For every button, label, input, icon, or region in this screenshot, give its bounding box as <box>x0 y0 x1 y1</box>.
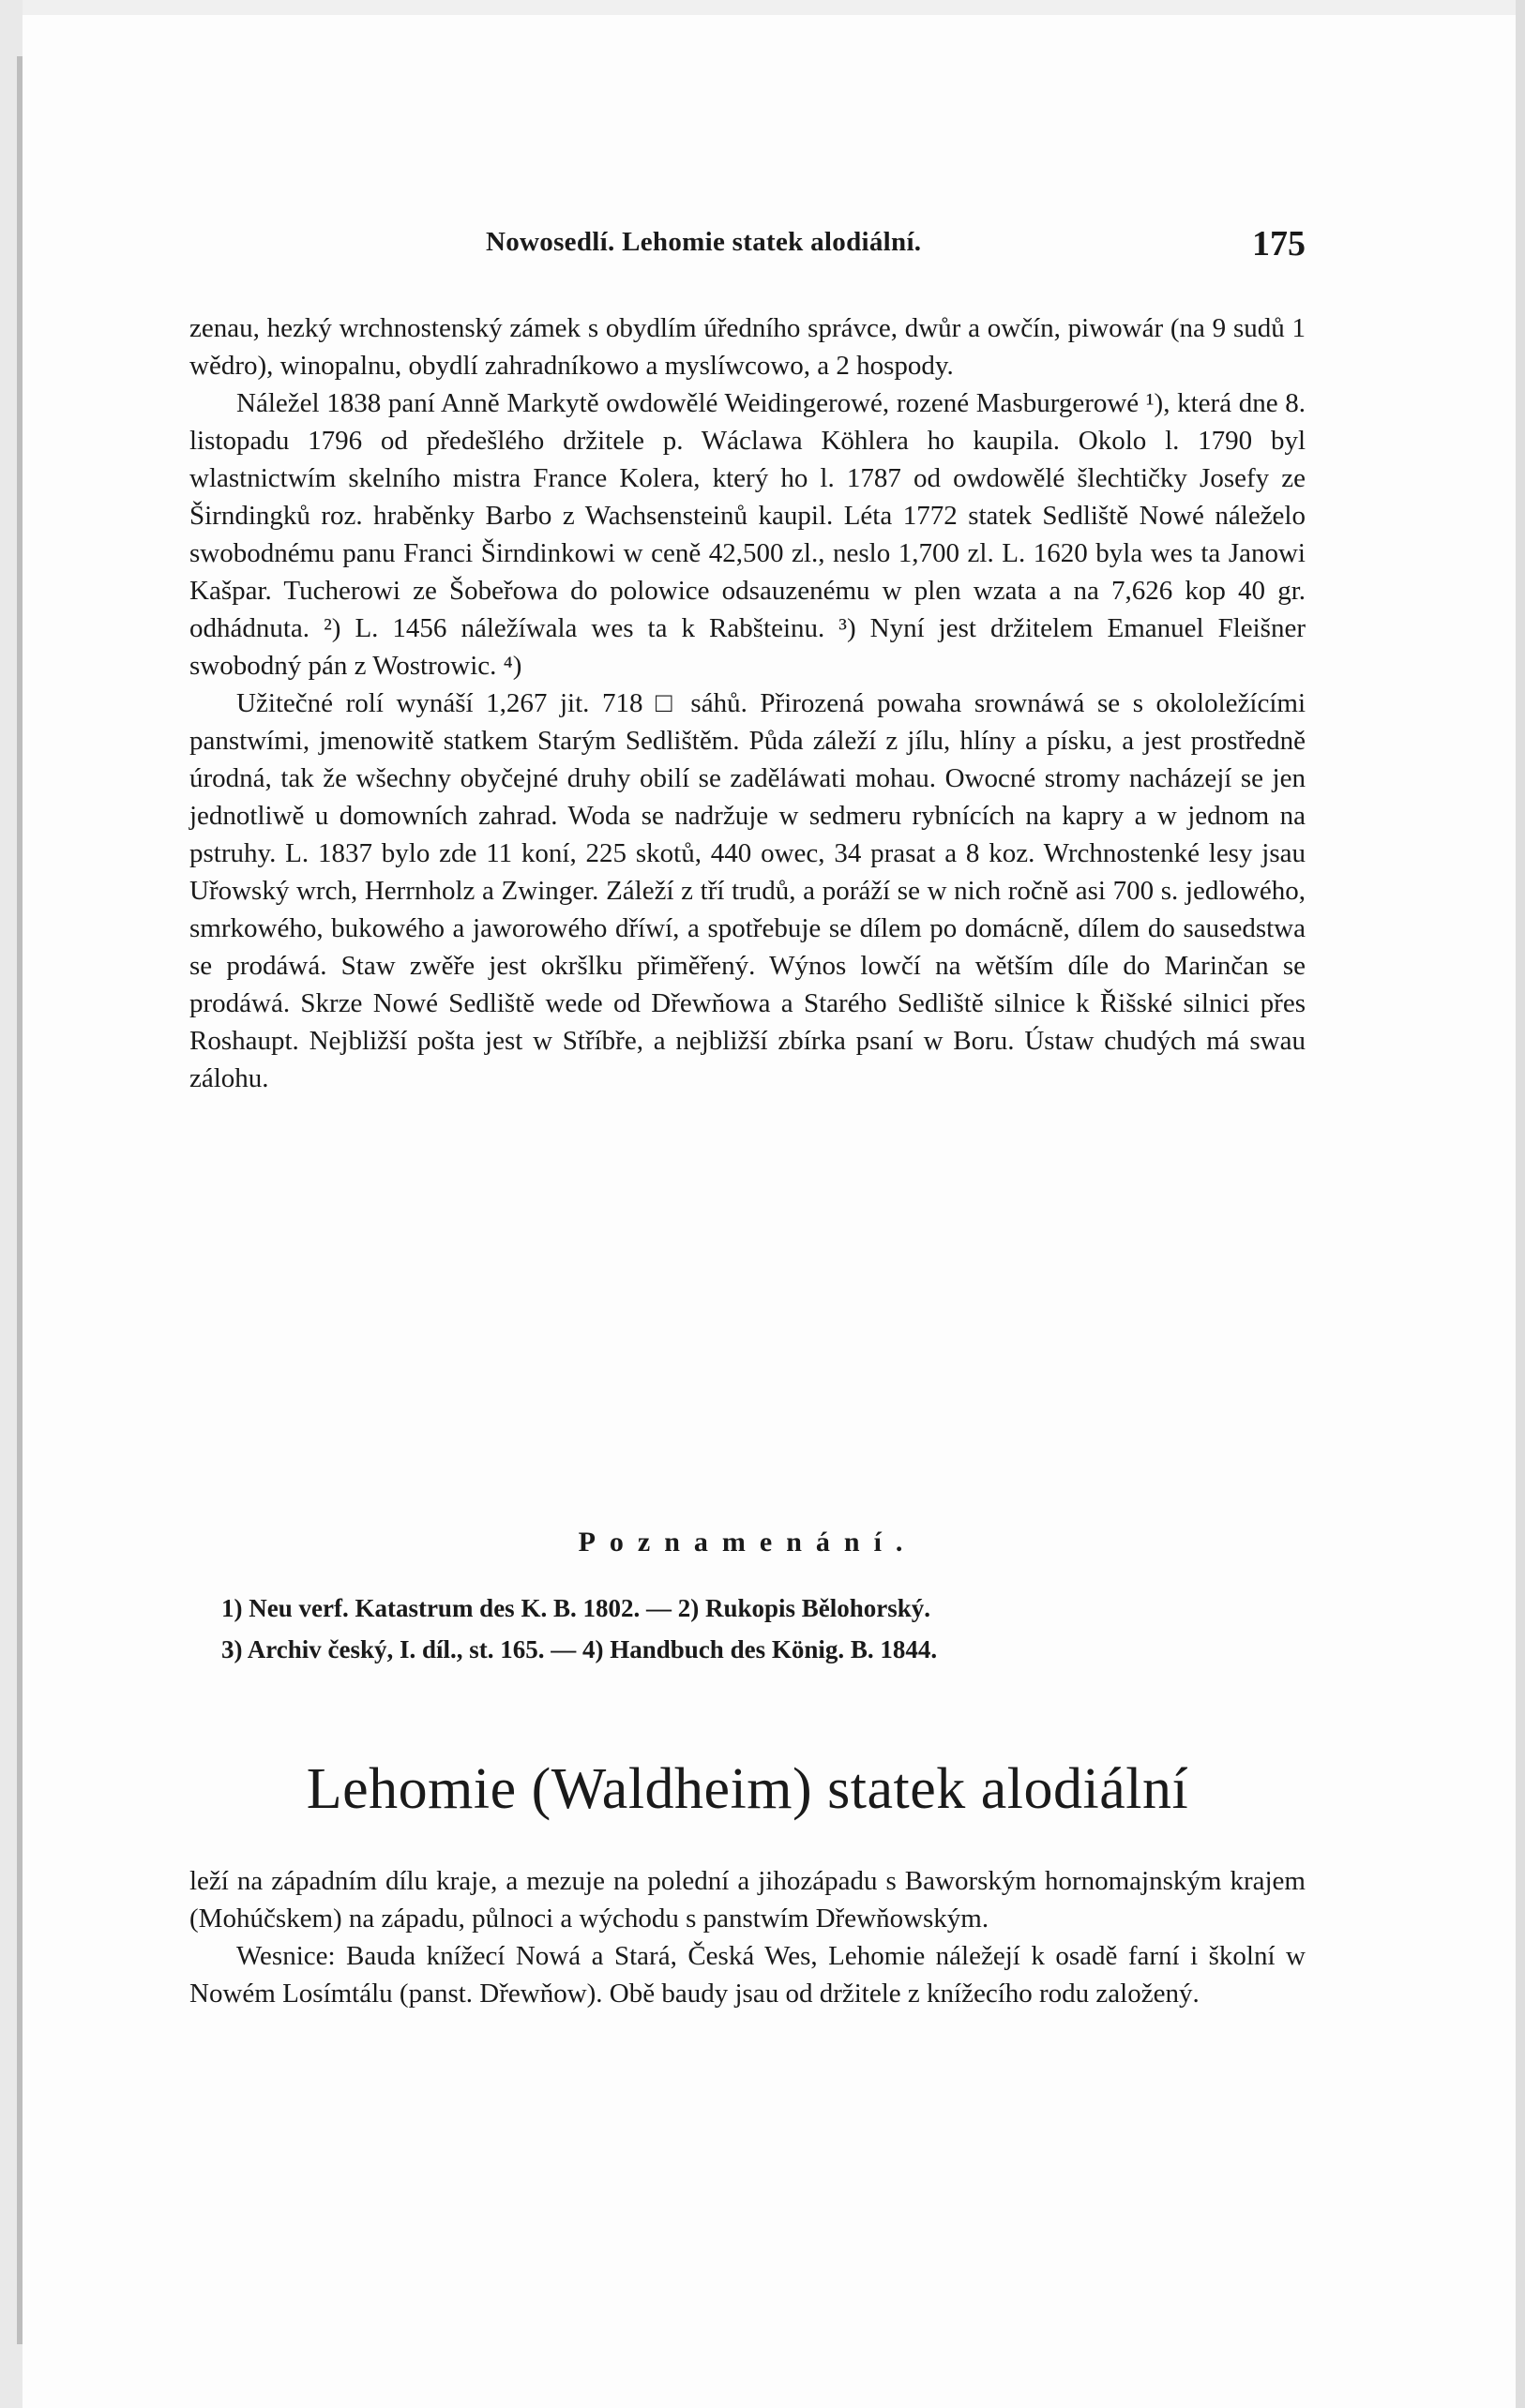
section-text <box>189 1862 1306 2012</box>
section-heading: Lehomie (Waldheim) statek alodiální <box>306 1757 1189 1821</box>
main-text <box>189 309 1306 1097</box>
footnote-line: 3) Archiv český, I. díl., st. 165. — 4) Handbuch des König. B. 1844. <box>221 1635 938 1663</box>
page-number: 175 <box>1252 224 1306 263</box>
paragraph-continuation: zenau, hezký wrchnostenský zámek s obydlím úředního správce, dwůr a owčín, piwowár (na 9 sudů 1 wědro), winopalnu, obydlí zahradníkowo a myslíwcowo, a 2 hospody. <box>189 313 1306 381</box>
running-title: Nowosedlí. Lehomie statek alodiální. <box>486 227 922 257</box>
paragraph-ownership: Náležel 1838 paní Anně Markytě owdowělé Weidingerowé, rozené Masburgerowé ¹), která dne 8. listopadu 1796 od předešlého držitele p. Wáclawa Köhlera ho kaupila. Okolo l. 1790 byl wlastnictwím skelního mistra France Kolera, který ho l. 1787 od owdowělé šlechtičky Josefy ze Širndingků roz. hraběnky Barbo z Wachsensteinů kaupil. Léta 1772 statek Sedliště Nowé náleželo swobodnému panu Franci Širndinkowi w ceně 42,500 zl., neslo 1,700 zl. L. 1620 byla wes ta Janowi Kašpar. Tucherowi ze Šobeřowa do polowice odsauzenému w plen wzata a na 7,626 kop 40 gr. odhádnuta. ²) L. 1456 náležíwala wes ta k Rabšteinu. ³) Nyní jest držitelem Emanuel Fleišner swobodný pán z Wostrowic. ⁴) <box>189 388 1306 681</box>
section-paragraph: Wesnice: Bauda knížecí Nowá a Stará, Česká Wes, Lehomie náležejí k osadě farní i školní w Nowém Losímtálu (panst. Dřewňow). Obě baudy jsau od držitele z knížecího rodu založený. <box>189 1941 1306 2009</box>
running-header <box>189 223 1306 270</box>
section-paragraph: leží na západním dílu kraje, a mezuje na polední a jihozápadu s Baworským hornomajnským krajem (Mohúčskem) na západu, půlnoci a wýchodu s panstwím Dřewňowským. <box>189 1866 1306 1934</box>
paragraph-land: Užitečné rolí wynáší 1,267 jit. 718 □ sáhů. Přirozená powaha srownáwá se s okololežícími panstwími, jmenowitě statkem Starým Sedlištěm. Půda záleží z jílu, hlíny a písku, a jest prostředně úrodná, tak že wšechny obyčejné druhy obilí se zaděláwati mohau. Owocné stromy nacházejí se jen jednotliwě u domowních zahrad. Woda se nadržuje w sedmeru rybnících na kapry a w jednom na pstruhy. L. 1837 bylo zde 11 koní, 225 skotů, 440 owec, 34 prasat a 8 koz. Wrchnostenké lesy jsau Uřowský wrch, Herrnholz a Zwinger. Záleží z tří trudů, a poráží se w nich ročně asi 700 s. jedlowého, smrkowého, bukowého a jaworowého dříwí, a spotřebuje se dílem po domácně, dílem do sausedstwa se prodáwá. Staw zwěře jest okršlku přiměřený. Wýnos lowčí na wětším díle do Marinčan se prodáwá. Skrze Nowé Sedliště wede od Dřewňowa a Starého Sedliště silnice k Řišské silnici přes Roshaupt. Nejbližší pošta jest w Stříbře, a nejbližší zbírka psaní w Boru. Ústaw chudých má swau zálohu. <box>189 688 1306 1093</box>
scan-top-edge <box>23 0 1525 15</box>
scan-right-edge <box>1516 0 1525 2408</box>
scan-binding-line <box>17 56 23 2344</box>
footnote-line: 1) Neu verf. Katastrum des K. B. 1802. — 2) Rukopis Bělohorský. <box>221 1594 931 1622</box>
notes-title: Poznamenání. <box>578 1527 917 1558</box>
